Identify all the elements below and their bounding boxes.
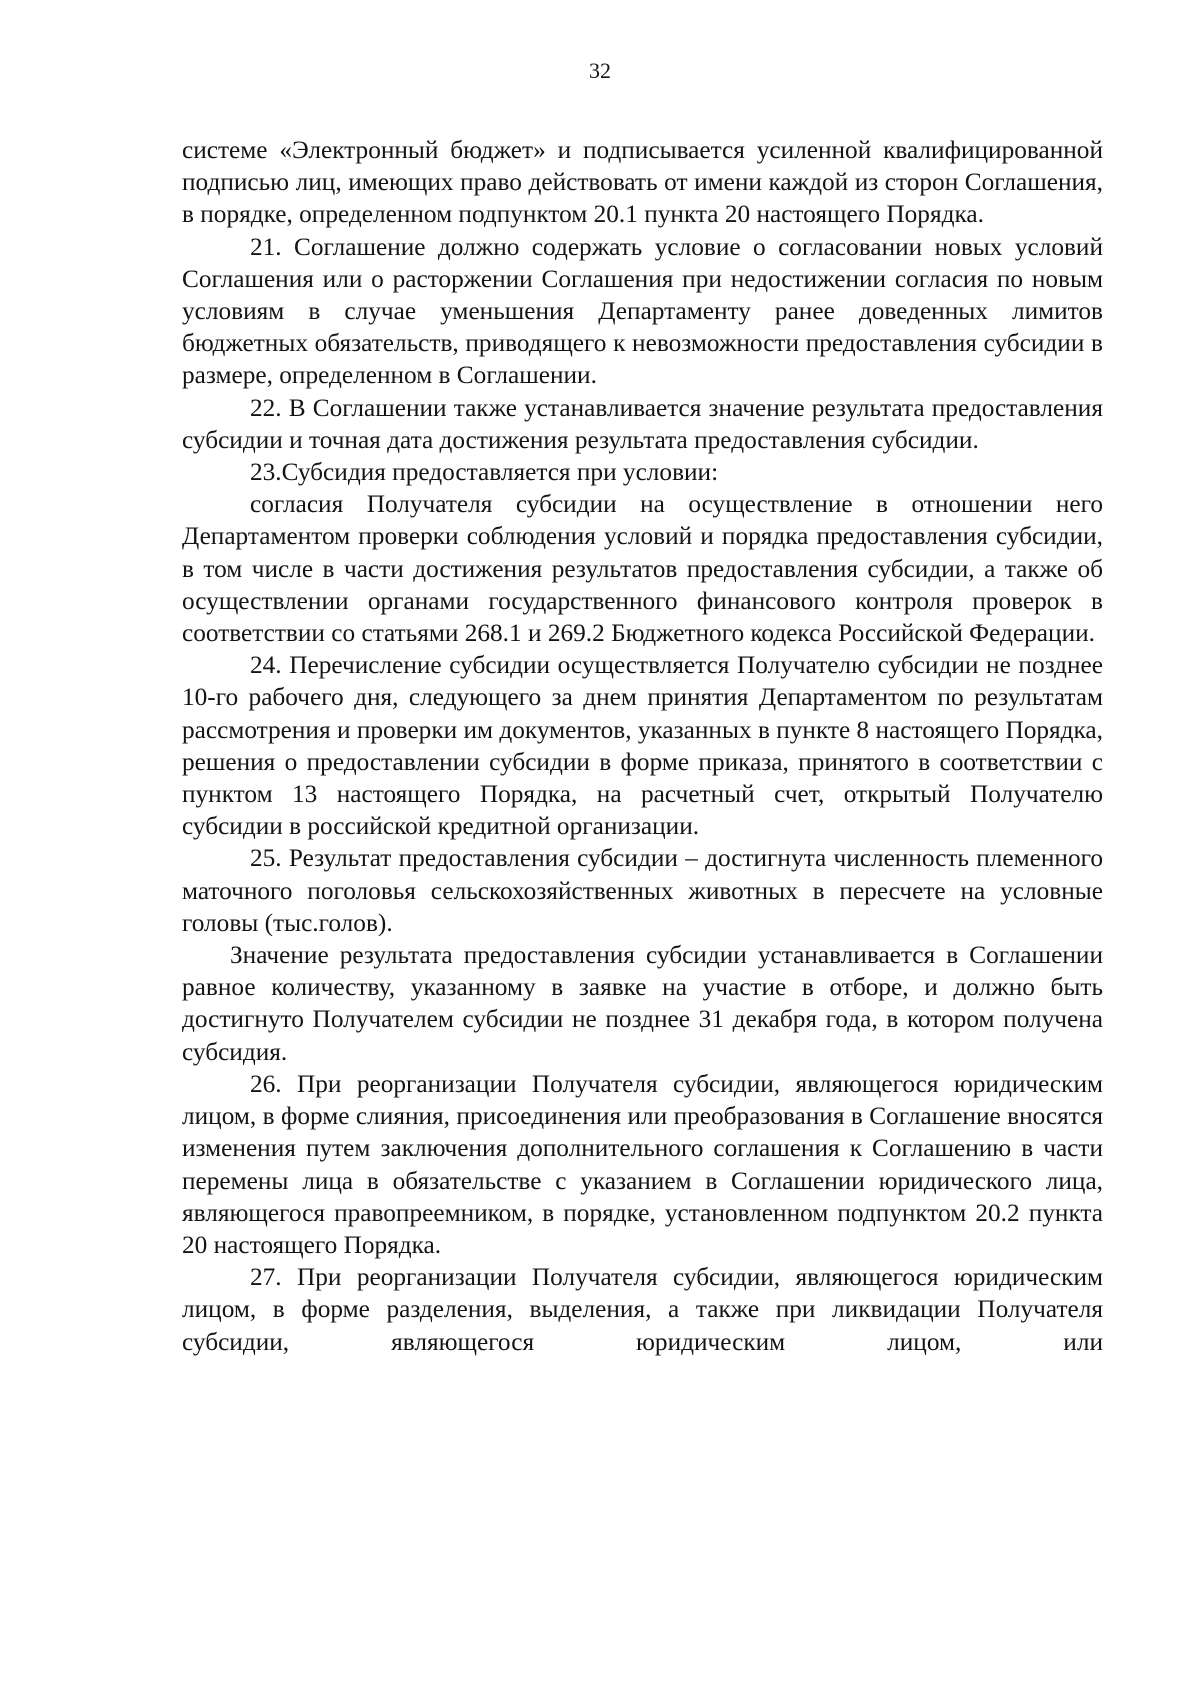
paragraph-22: 22. В Соглашении также устанавливается значение результата предоставления субсидии и точная дата достижения результата предоставления субсидии.: [182, 393, 1103, 454]
paragraph-27: 27. При реорганизации Получателя субсидии, являющегося юридическим лицом, в форме разделения, выделения, а также при ликвидации Получателя субсидии, являющегося юридическим лицом, или: [182, 1263, 1103, 1356]
document-body: [182, 134, 1103, 1358]
paragraph-26: 26. При реорганизации Получателя субсидии, являющегося юридическим лицом, в форме слияния, присоединения или преобразования в Соглашение вносятся изменения путем заключения дополнительного соглашения к Соглашению в части перемены лица в обязательстве с указанием в Соглашении юридического лица, являющегося правопреемником, в порядке, установленном подпунктом 20.2 пункта 20 настоящего Порядка.: [182, 1069, 1103, 1259]
paragraph-result-value: Значение результата предоставления субсидии устанавливается в Соглашении равное количеству, указанному в заявке на участие в отборе, и должно быть достигнуто Получателем субсидии не позднее 31 декабря года, в котором получена субсидия.: [182, 941, 1103, 1066]
paragraph-21: 21. Соглашение должно содержать условие о согласовании новых условий Соглашения или о расторжении Соглашения при недостижении согласия по новым условиям в случае уменьшения Департаменту ранее доведенных лимитов бюджетных обязательств, приводящего к невозможности предоставления субсидии в размере, определенном в Соглашении.: [182, 232, 1103, 390]
paragraph-23-condition: согласия Получателя субсидии на осуществление в отношении него Департаментом проверки соблюдения условий и порядка предоставления субсидии, в том числе в части достижения результатов предоставления субсидии, а также об осуществлении органами государственного финансового контроля проверок в соответствии со статьями 268.1 и 269.2 Бюджетного кодекса Российской Федерации.: [182, 490, 1103, 648]
paragraph-25: 25. Результат предоставления субсидии – достигнута численность племенного маточного поголовья сельскохозяйственных животных в пересчете на условные головы (тыс.голов).: [182, 844, 1103, 937]
paragraph-23: 23.Субсидия предоставляется при условии:: [250, 458, 719, 487]
page-number: 32: [589, 58, 611, 83]
paragraph-continuation: системе «Электронный бюджет» и подписывается усиленной квалифицированной подписью лиц, имеющих право действовать от имени каждой из сторон Соглашения, в порядке, определенном подпунктом 20.1 пункта 20 настоящего Порядка.: [182, 136, 1103, 229]
paragraph-24: 24. Перечисление субсидии осуществляется Получателю субсидии не позднее 10-го рабочего дня, следующего за днем принятия Департаментом по результатам рассмотрения и проверки им документов, указанных в пункте 8 настоящего Порядка, решения о предоставлении субсидии в форме приказа, принятого в соответствии с пунктом 13 настоящего Порядка, на расчетный счет, открытый Получателю субсидии в российской кредитной организации.: [182, 651, 1103, 841]
